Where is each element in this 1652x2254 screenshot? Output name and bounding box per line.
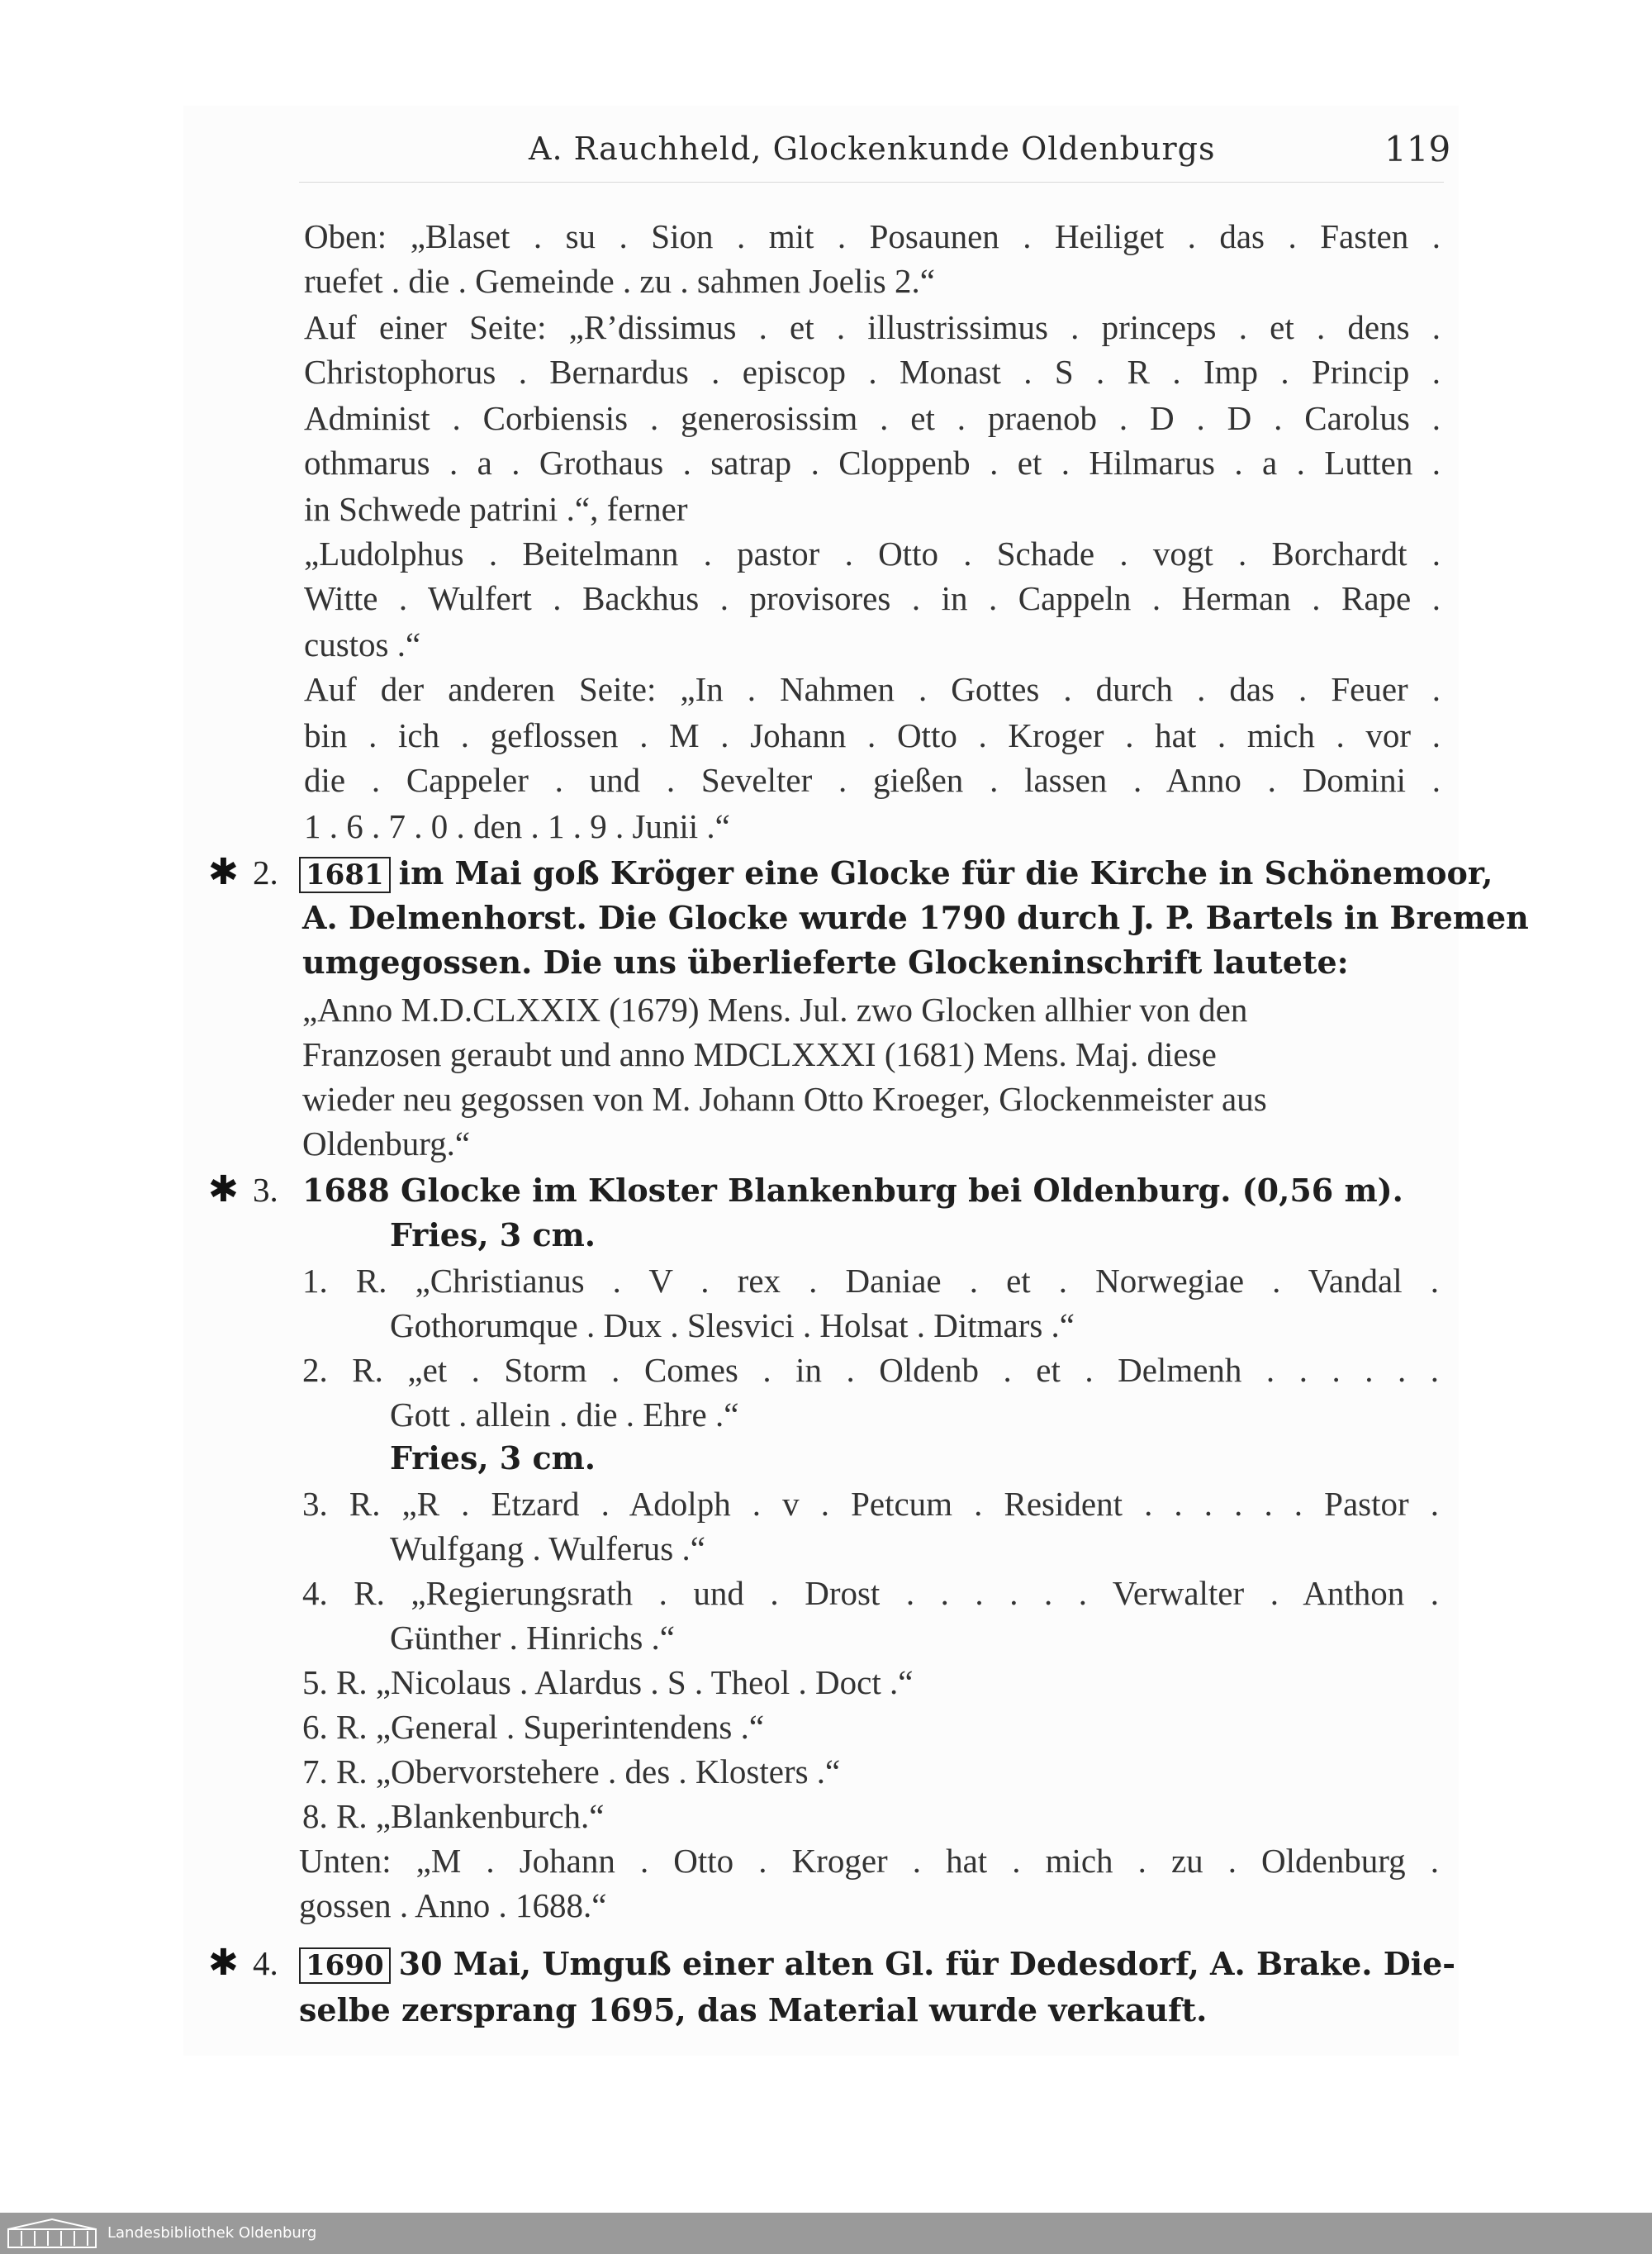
text-line: Gott . allein . die . Ehre .“: [390, 1396, 739, 1434]
text-line: 5. R. „Nicolaus . Alardus . S . Theol . Doct .“: [302, 1663, 914, 1701]
text-line: in Schwede patrini .“, ferner: [304, 490, 688, 528]
entry-text: im Mai goß Kröger eine Glocke für die Kirche in Schönemoor,: [398, 854, 1493, 892]
text-line: custos .“: [304, 625, 421, 663]
text-line: 1 . 6 . 7 . 0 . den . 1 . 9 . Junii .“: [304, 807, 730, 845]
header-rule: [299, 182, 1444, 183]
entry-line: umgegossen. Die uns überlieferte Glockeninschrift lautete:: [302, 944, 1349, 981]
star-marker-icon: ✱: [208, 1168, 239, 1210]
year-box: 1681: [299, 857, 391, 893]
entry-line: [299, 1945, 1455, 1982]
text-line: 7. R. „Obervorstehere . des . Klosters .“: [302, 1752, 841, 1790]
text-line: Christophorus . Bernardus . episcop . Monast . S . R . Imp . Princip .: [304, 353, 1441, 391]
fries-note: Fries, 3 cm.: [390, 1216, 596, 1253]
text-line: Administ . Corbiensis . generosissim . et . praenob . D . D . Carolus .: [304, 399, 1441, 437]
text-line: Auf einer Seite: „R’dissimus . et . illustrissimus . princeps . et . dens .: [304, 308, 1441, 346]
text-line: Franzosen geraubt und anno MDCLXXXI (1681) Mens. Maj. diese: [302, 1035, 1217, 1073]
text-line: Wulfgang . Wulferus .“: [390, 1529, 705, 1567]
text-line: 4. R. „Regierungsrath . und . Drost . . . . . . Verwalter . Anthon .: [302, 1574, 1439, 1612]
star-marker-icon: ✱: [208, 1942, 239, 1984]
page-number: 119: [1384, 129, 1451, 169]
entry-number: 3.: [253, 1171, 278, 1209]
text-line: othmarus . a . Grothaus . satrap . Cloppenb . et . Hilmarus . a . Lutten .: [304, 444, 1441, 482]
text-line: die . Cappeler . und . Sevelter . gießen . lassen . Anno . Domini .: [304, 761, 1441, 799]
text-line: 3. R. „R . Etzard . Adolph . v . Petcum . Resident . . . . . . Pastor .: [302, 1485, 1439, 1523]
text-line: 8. R. „Blankenburch.“: [302, 1797, 605, 1835]
text-line: „Ludolphus . Beitelmann . pastor . Otto . Schade . vogt . Borchardt .: [304, 535, 1441, 573]
year-box: 1690: [299, 1947, 391, 1984]
entry-line: A. Delmenhorst. Die Glocke wurde 1790 durch J. P. Bartels in Bremen: [302, 899, 1529, 936]
text-line: 6. R. „General . Superintendens .“: [302, 1708, 765, 1746]
entry-line: [299, 854, 1493, 892]
footer-bar: [0, 2213, 1652, 2254]
text-line: Gothorumque . Dux . Slesvici . Holsat . Ditmars .“: [390, 1306, 1075, 1344]
text-line: 2. R. „et . Storm . Comes . in . Oldenb . et . Delmenh . . . . . .: [302, 1351, 1439, 1389]
text-line: Günther . Hinrichs .“: [390, 1619, 675, 1657]
text-line: bin . ich . geflossen . M . Johann . Otto . Kroger . hat . mich . vor .: [304, 716, 1441, 754]
fries-note: Fries, 3 cm.: [390, 1439, 596, 1477]
text-line: Unten: „M . Johann . Otto . Kroger . hat . mich . zu . Oldenburg .: [299, 1842, 1439, 1880]
star-marker-icon: ✱: [208, 851, 239, 893]
text-line: Auf der anderen Seite: „In . Nahmen . Gottes . durch . das . Feuer .: [304, 670, 1441, 708]
text-line: wieder neu gegossen von M. Johann Otto Kroeger, Glockenmeister aus: [302, 1080, 1267, 1118]
entry-number: 2.: [253, 854, 278, 892]
text-line: 1. R. „Christianus . V . rex . Daniae . et . Norwegiae . Vandal .: [302, 1262, 1439, 1300]
library-name: Landesbibliothek Oldenburg: [107, 2224, 317, 2242]
text-line: Oldenburg.“: [302, 1125, 471, 1163]
text-line: ruefet . die . Gemeinde . zu . sahmen Joelis 2.“: [304, 262, 935, 300]
entry-text: 30 Mai, Umguß einer alten Gl. für Dedesdorf, A. Brake. Die-: [398, 1945, 1456, 1982]
entry-line: 1688 Glocke im Kloster Blankenburg bei Oldenburg. (0,56 m).: [302, 1172, 1403, 1209]
entry-line: selbe zersprang 1695, das Material wurde verkauft.: [299, 1991, 1208, 2028]
text-line: gossen . Anno . 1688.“: [299, 1886, 607, 1924]
running-head: A. Rauchheld, Glockenkunde Oldenburgs: [529, 131, 1216, 167]
text-line: „Anno M.D.CLXXIX (1679) Mens. Jul. zwo Glocken allhier von den: [302, 991, 1248, 1029]
text-line: Witte . Wulfert . Backhus . provisores . in . Cappeln . Herman . Rape .: [304, 579, 1441, 617]
entry-number: 4.: [253, 1944, 278, 1982]
text-line: Oben: „Blaset . su . Sion . mit . Posaunen . Heiliget . das . Fasten .: [304, 217, 1441, 255]
library-logo-icon: [7, 2218, 97, 2249]
